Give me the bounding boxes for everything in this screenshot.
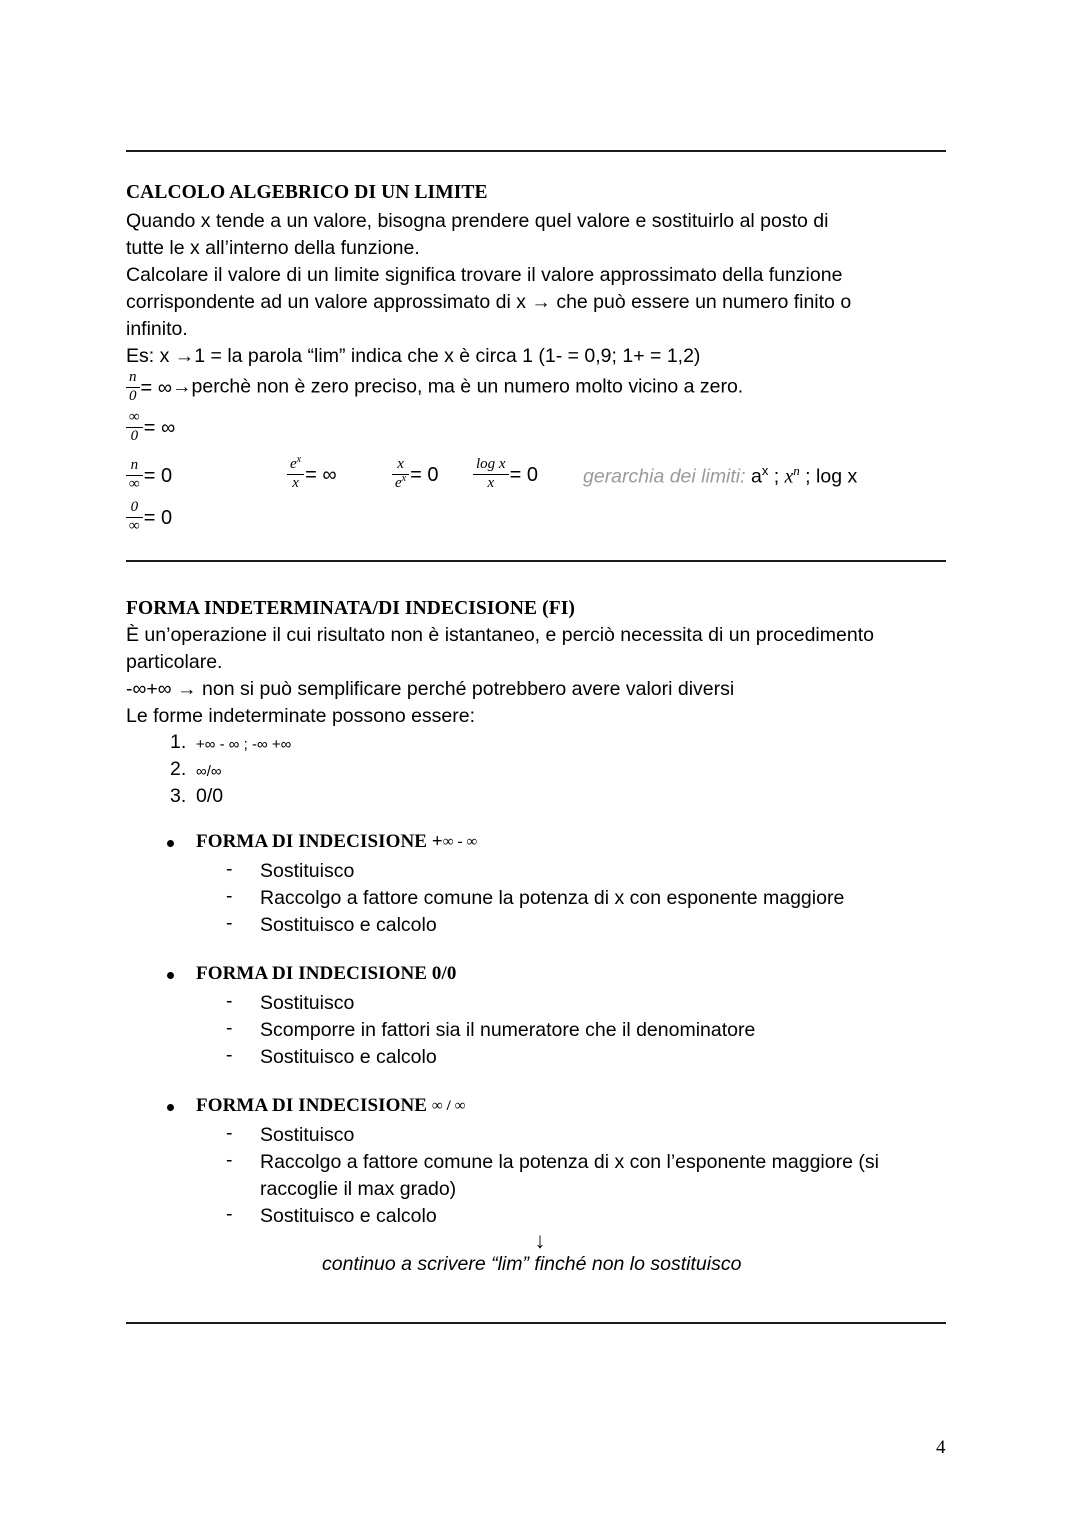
fraction-x-over-ex: $\frac{x}{e^x}$ (392, 457, 409, 492)
fraction-logx-over-x: $\frac{\text{log x}}{x}$ (473, 457, 509, 492)
paragraph-line: particolare. (126, 651, 223, 673)
formula-equals: = ∞ (143, 416, 176, 439)
formula-note: →perchè non è zero preciso, ma è un numero molto vicino a zero. (172, 375, 744, 398)
hierarchy-term-a-exponent: x (761, 463, 769, 478)
hierarchy-term-c: log x (816, 465, 858, 488)
formula-logx-over-x (473, 458, 538, 493)
dash-marker: - (226, 1017, 233, 1039)
hierarchy-label: gerarchia dei limiti: (583, 465, 746, 488)
list-number: 2. (170, 758, 187, 780)
formula-equals: = 0 (143, 464, 173, 487)
paragraph-line: infinito. (126, 318, 188, 340)
formula-n-over-inf (126, 459, 172, 494)
paragraph-line: Calcolare il valore di un limite significa trovare il valore approssimato della funzione (126, 264, 843, 286)
section-heading-forma-indeterminata: FORMA INDETERMINATA/DI INDECISIONE (FI) (126, 598, 576, 619)
bullet-heading-forma-inf-over-inf: FORMA DI INDECISIONE ∞ / ∞ (196, 1095, 466, 1116)
sub-step: Sostituisco e calcolo (260, 1205, 437, 1227)
hierarchy-of-limits (583, 463, 857, 489)
list-number: 3. (170, 785, 187, 807)
fraction-n-over-inf: $\frac{n}{\infty}$ (126, 458, 143, 493)
list-item: +∞ - ∞ ; -∞ +∞ (196, 736, 292, 753)
list-item: 0/0 (196, 785, 224, 807)
dash-marker: - (226, 1149, 233, 1171)
dash-marker: - (226, 1203, 233, 1225)
hierarchy-term-b-exponent: n (793, 463, 800, 478)
middle-divider (126, 560, 946, 562)
page-number: 4 (936, 1437, 946, 1458)
fraction-inf-over-0: $\frac{\infty}{0}$ (126, 410, 143, 445)
formula-equals: = 0 (410, 463, 439, 486)
paragraph-line: tutte le x all’interno della funzione. (126, 237, 420, 259)
fraction-n-over-0: $\frac{n}{0}$ (126, 370, 140, 405)
formula-equals: = 0 (509, 463, 538, 486)
sub-step: Raccolgo a fattore comune la potenza di x con esponente maggiore (260, 887, 845, 909)
formula-equals: = 0 (143, 506, 173, 529)
sub-step: Sostituisco (260, 1124, 355, 1146)
formula-zero-over-inf (126, 501, 172, 536)
dash-marker: - (226, 858, 233, 880)
sub-step: Sostituisco (260, 860, 355, 882)
sub-step: Scomporre in fattori sia il numeratore che il denominatore (260, 1019, 756, 1041)
fraction-ex-over-x: $\frac{e^x}{x}$ (287, 457, 304, 492)
formula-equals: = ∞ (140, 376, 172, 399)
dash-marker: - (226, 885, 233, 907)
paragraph-line: corrispondente ad un valore approssimato di x → che può essere un numero finito o (126, 291, 852, 313)
closing-note: continuo a scrivere “lim” finché non lo sostituisco (322, 1253, 742, 1275)
dash-marker: - (226, 990, 233, 1012)
formula-x-over-ex (392, 458, 438, 493)
sub-step: Sostituisco (260, 992, 355, 1014)
hierarchy-term-b: x (784, 466, 794, 488)
hierarchy-sep-1: ; (768, 465, 785, 488)
section-heading-calcolo-algebrico: CALCOLO ALGEBRICO DI UN LIMITE (126, 182, 488, 203)
sub-step: Sostituisco e calcolo (260, 914, 437, 936)
bullet-heading-forma-zero-over-zero: FORMA DI INDECISIONE 0/0 (196, 963, 457, 984)
sub-step-continued: raccoglie il max grado) (260, 1178, 457, 1200)
list-item: ∞/∞ (196, 763, 222, 780)
paragraph-line: Le forme indeterminate possono essere: (126, 705, 476, 727)
hierarchy-sep-2: ; (799, 465, 817, 488)
formula-n-over-zero (126, 371, 743, 406)
bullet-point-icon (167, 1104, 174, 1111)
bullet-point-icon (167, 840, 174, 847)
sub-step: Raccolgo a fattore comune la potenza di x con l’esponente maggiore (si (260, 1151, 879, 1173)
top-divider (126, 150, 946, 152)
formula-inf-over-zero (126, 411, 175, 446)
hierarchy-term-a: a (750, 465, 762, 488)
formula-ex-over-x (287, 454, 337, 493)
dash-marker: - (226, 912, 233, 934)
paragraph-line: È un’operazione il cui risultato non è istantaneo, e perciò necessita di un procedimento (126, 624, 874, 646)
fraction-0-over-inf: $\frac{0}{\infty}$ (126, 500, 143, 535)
paragraph-line: Quando x tende a un valore, bisogna prendere quel valore e sostituirlo al posto di (126, 210, 829, 232)
bottom-divider (126, 1322, 946, 1324)
dash-marker: - (226, 1044, 233, 1066)
down-arrow-icon: ↓ (534, 1228, 546, 1253)
sub-step: Sostituisco e calcolo (260, 1046, 437, 1068)
list-number: 1. (170, 731, 187, 753)
paragraph-line: -∞+∞ → non si può semplificare perché potrebbero avere valori diversi (126, 678, 735, 700)
bullet-heading-forma-plus-inf-minus-inf: FORMA DI INDECISIONE +∞ - ∞ (196, 831, 478, 852)
dash-marker: - (226, 1122, 233, 1144)
paragraph-line-example: Es: x →1 = la parola “lim” indica che x è circa 1 (1- = 0,9; 1+ = 1,2) (126, 345, 701, 367)
formula-equals: = ∞ (305, 463, 337, 486)
bullet-point-icon (167, 972, 174, 979)
